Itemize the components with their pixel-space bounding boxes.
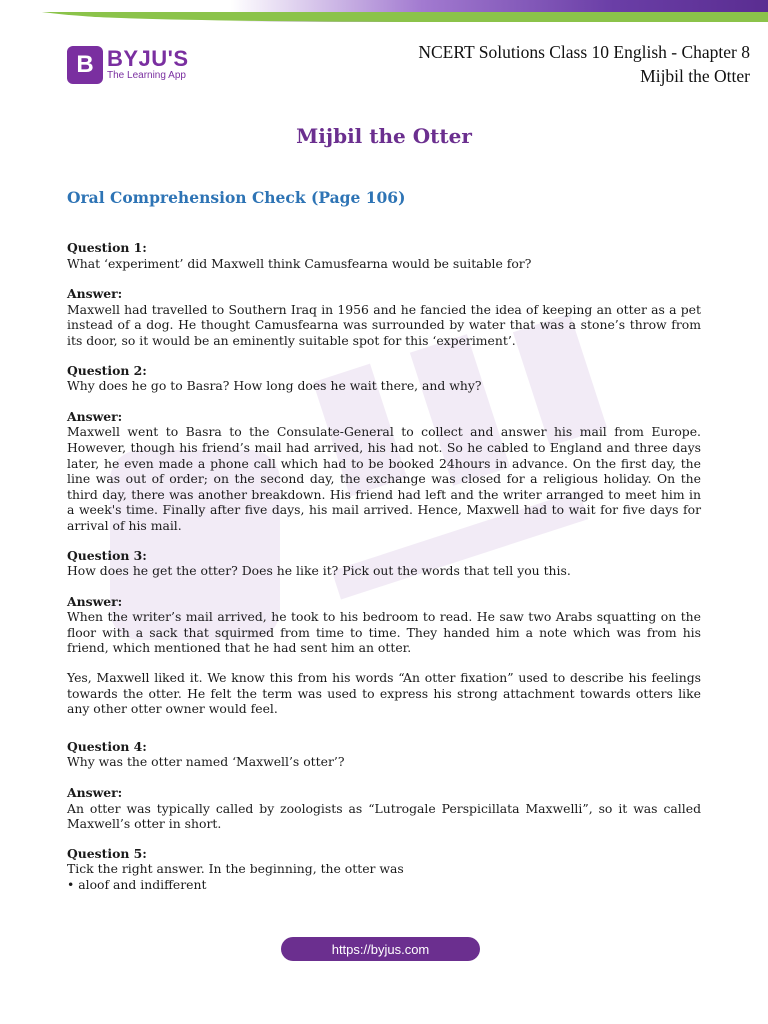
logo-badge-icon: B xyxy=(67,46,103,84)
answer-text: Maxwell went to Basra to the Consulate-General to collect and answer his mail from Europe. However, though his friend’s mail had arrived, his had not. So he cabled to England and three days later, he even made a phone call which had to be booked 24hours in advance. On the first day, the line was out of order; on the second day, the exchange was closed for a religious holiday. On the third day, there was another breakdown. His friend had left and the writer arranged to meet him in a week's time. Finally after five days, his mail arrived. Hence, Maxwell had to wait for five days for arrival of his mail. xyxy=(67,424,701,533)
answer-text: Maxwell had travelled to Southern Iraq in 1956 and he fancied the idea of keeping an otter as a pet instead of a dog. He thought Camusfearna was surrounded by water that was a stone’s throw from its door, so it would be an eminently suitable spot for this ‘experiment’. xyxy=(67,301,701,348)
answer-text: Yes, Maxwell liked it. We know this from his words “An otter fixation” used to describe his feelings towards the otter. He felt the term was used to express his strong attachment towards otters like any other otter owner would feel. xyxy=(67,670,701,717)
question-label: Question 4: xyxy=(67,738,147,754)
question-label: Question 5: xyxy=(67,845,147,861)
question-text: Why does he go to Basra? How long does he wait there, and why? xyxy=(67,378,482,394)
answer-label: Answer: xyxy=(67,785,123,801)
question-label: Question 3: xyxy=(67,547,147,563)
question-text: How does he get the otter? Does he like it? Pick out the words that tell you this. xyxy=(67,563,571,579)
qa-item-5 xyxy=(67,846,701,893)
green-accent-stripe xyxy=(40,12,768,22)
question-text: Tick the right answer. In the beginning, the otter was xyxy=(67,861,404,877)
byjus-logo[interactable] xyxy=(67,45,189,85)
answer-label: Answer: xyxy=(67,408,123,424)
question-label: Question 1: xyxy=(67,240,147,255)
question-text: What ‘experiment’ did Maxwell think Camusfearna would be suitable for? xyxy=(67,255,532,271)
header-line-1: NCERT Solutions Class 10 English - Chapter 8 xyxy=(418,42,750,62)
answer-label: Answer: xyxy=(67,593,123,609)
qa-item-1 xyxy=(67,240,701,349)
footer-url-link[interactable] xyxy=(281,937,480,961)
logo-text xyxy=(107,48,189,82)
question-text: Why was the otter named ‘Maxwell’s otter’? xyxy=(67,754,345,770)
header-line-2: Mijbil the Otter xyxy=(640,66,750,86)
question-label: Question 2: xyxy=(67,362,147,378)
answer-text: An otter was typically called by zoologists as “Lutrogale Perspicillata Maxwelli”, so it was called Maxwell’s otter in short. xyxy=(67,800,701,832)
answer-option: • aloof and indifferent xyxy=(67,877,207,892)
page-title: Mijbil the Otter xyxy=(296,124,472,148)
section-heading: Oral Comprehension Check (Page 106) xyxy=(67,188,406,207)
document-header xyxy=(418,40,750,88)
footer-url-text[interactable]: https://byjus.com xyxy=(331,941,430,957)
qa-item-2 xyxy=(67,363,701,534)
qa-item-3 xyxy=(67,548,701,717)
answer-label: Answer: xyxy=(67,286,123,302)
qa-item-4 xyxy=(67,739,701,832)
top-decorative-band xyxy=(0,0,768,22)
answer-text: When the writer’s mail arrived, he took to his bedroom to read. He saw two Arabs squatting on the floor with a sack that squirmed from time to time. They handed him a note which was from his friend, which mentioned that he had sent him an otter. xyxy=(67,609,701,656)
logo-tagline: The Learning App xyxy=(107,70,186,81)
qa-content xyxy=(67,240,701,893)
logo-brand: BYJU'S xyxy=(107,46,189,71)
